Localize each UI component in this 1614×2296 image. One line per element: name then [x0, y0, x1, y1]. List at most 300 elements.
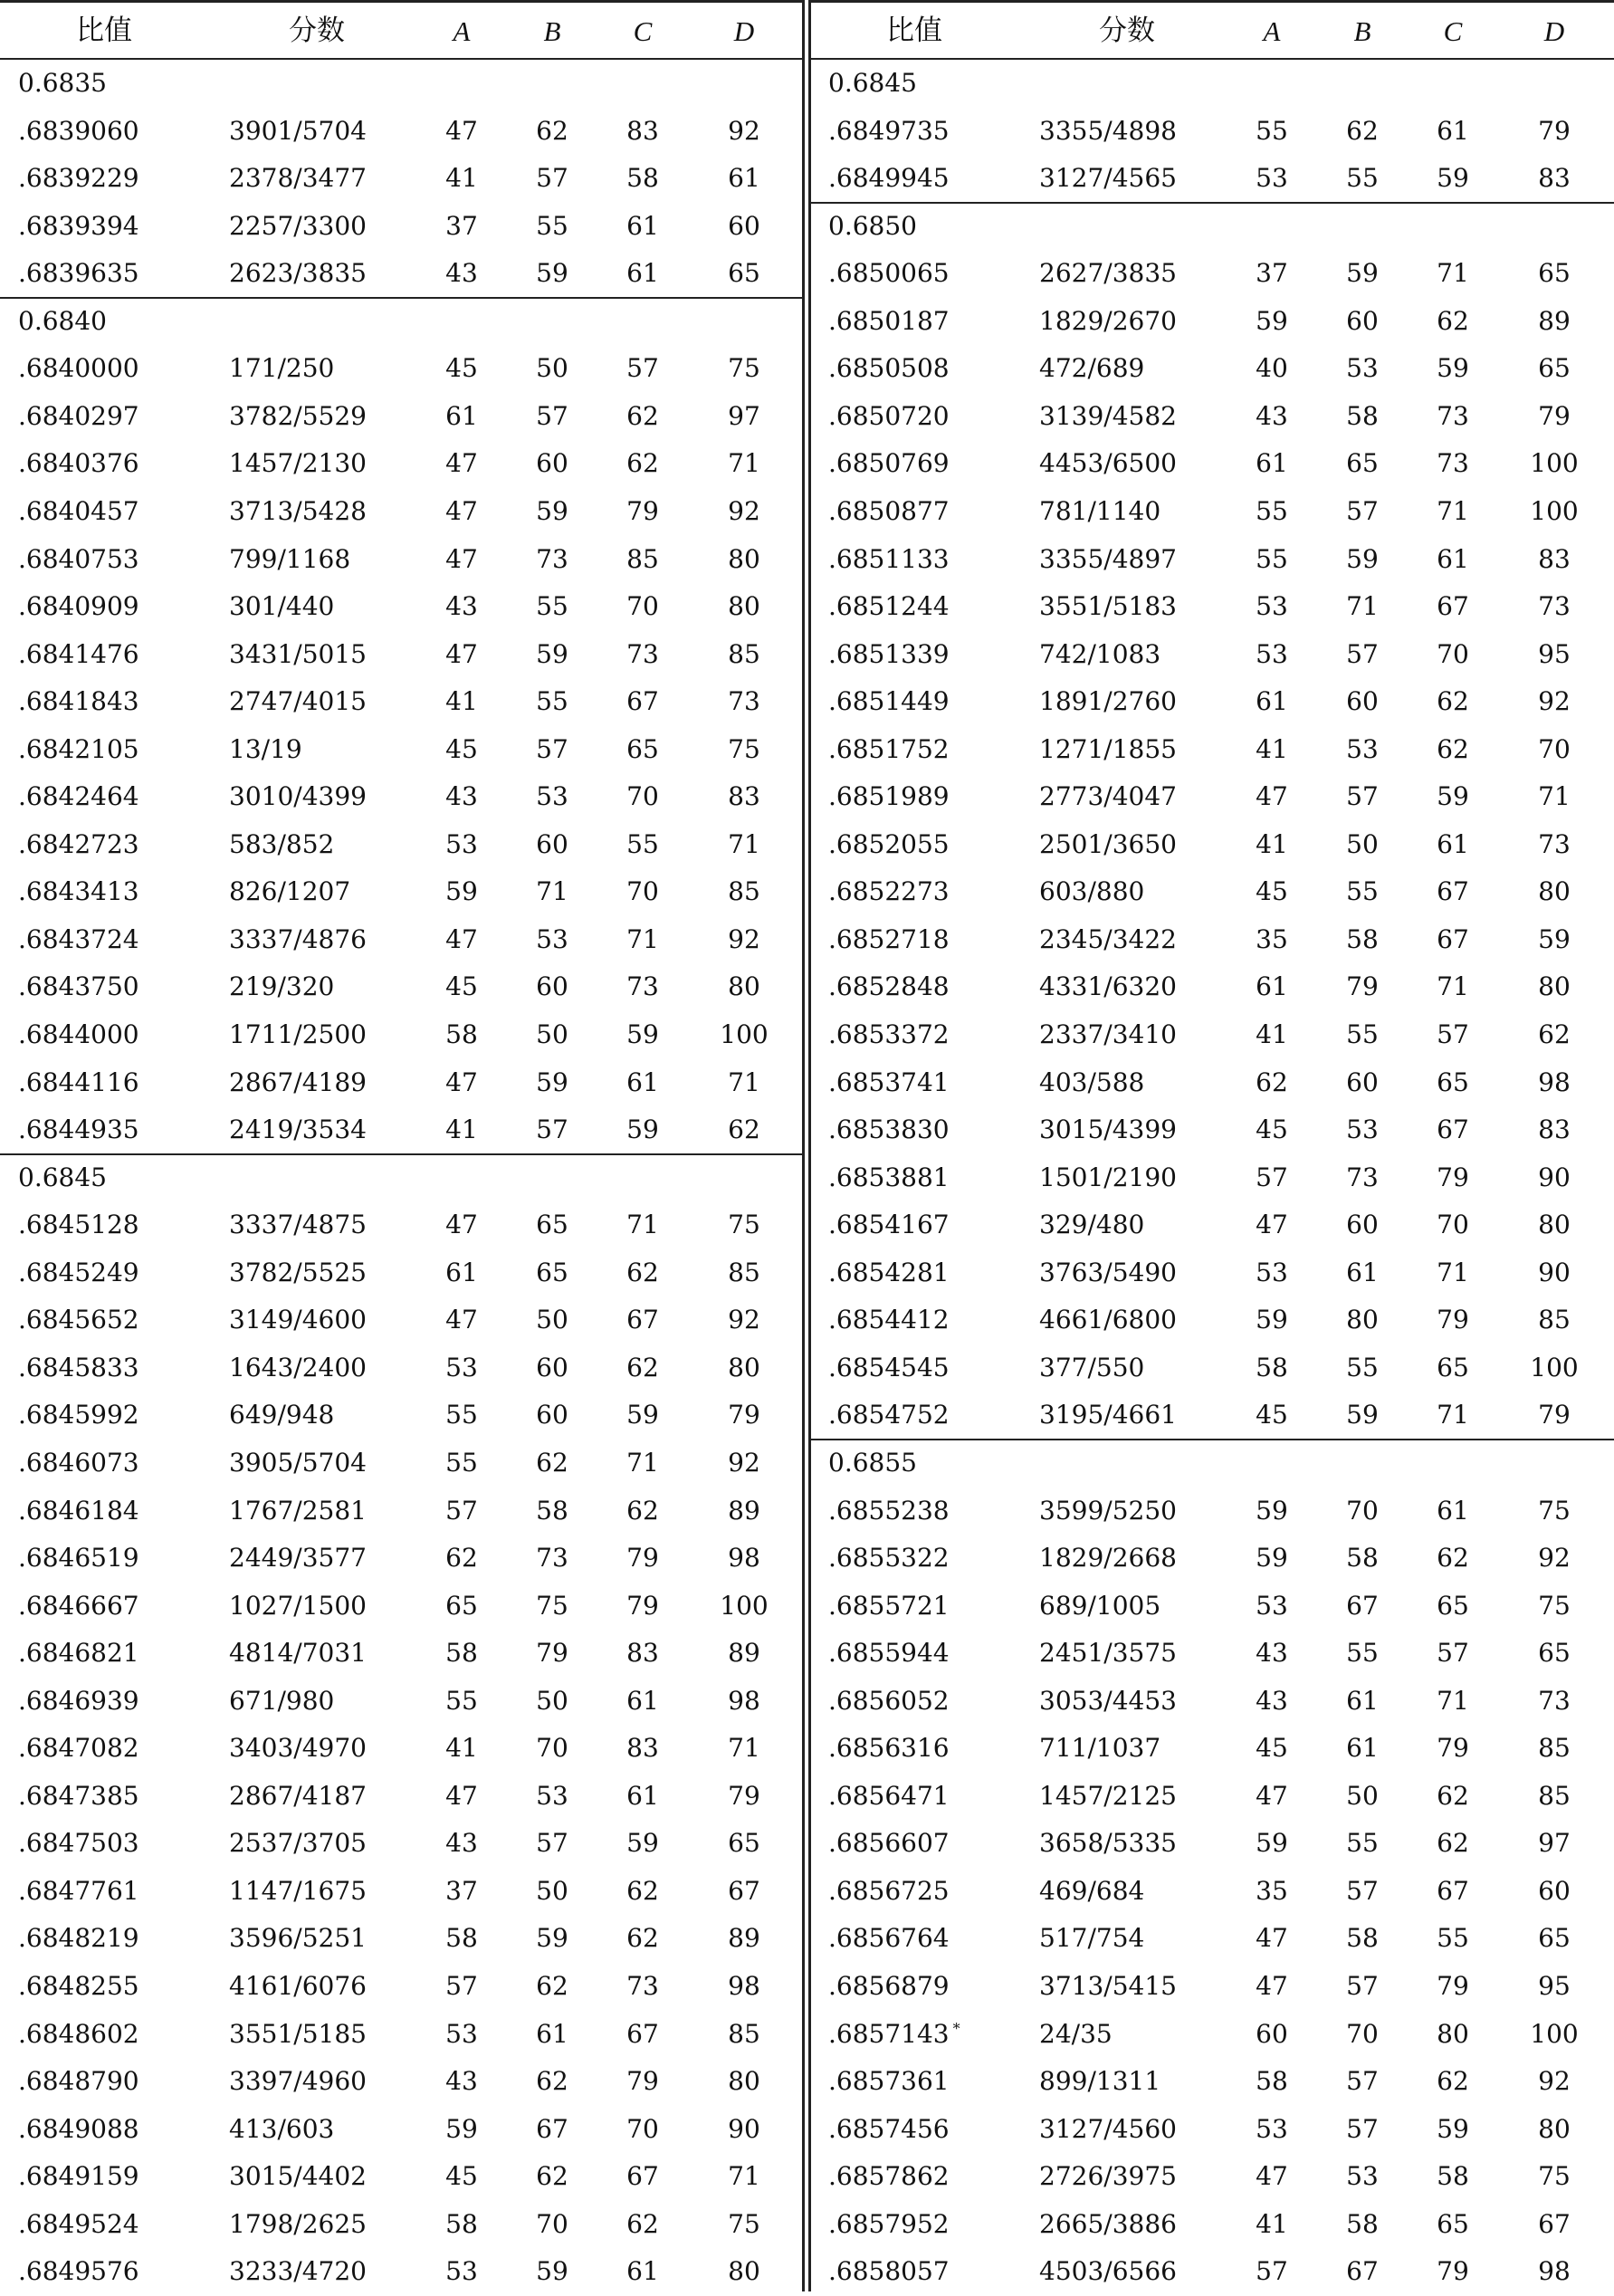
ratio-cell	[828, 1154, 950, 1202]
ratio-cell-text: .6845833	[18, 1352, 139, 1382]
ratio-cell	[828, 1059, 950, 1107]
a-cell-text: 47	[445, 1780, 478, 1811]
a-cell-text: 45	[445, 971, 478, 1002]
d-cell-text: 80	[1538, 876, 1571, 907]
ratio-cell-text: .6848790	[18, 2066, 139, 2097]
ratio-cell	[828, 1915, 950, 1963]
table-row	[810, 298, 1614, 346]
table-row	[810, 583, 1614, 631]
c-cell	[1417, 1915, 1489, 1963]
fraction-cell-text: 603/880	[1039, 876, 1145, 907]
fraction-cell	[1039, 250, 1177, 298]
ratio-cell	[828, 821, 950, 869]
c-cell-text: 62	[626, 1875, 659, 1906]
ratio-cell	[828, 2248, 950, 2296]
d-cell	[1512, 2201, 1597, 2249]
b-cell	[1326, 108, 1399, 156]
d-cell-text: 98	[1538, 1067, 1571, 1097]
d-cell-text: 75	[728, 1210, 760, 1240]
a-cell-text: 35	[1256, 1875, 1288, 1906]
b-cell-text: 65	[536, 1210, 568, 1240]
c-cell-text: 79	[1437, 1305, 1469, 1335]
b-cell	[516, 2201, 588, 2249]
b-cell-text: 59	[536, 495, 568, 526]
c-cell-text: 62	[626, 2208, 659, 2239]
c-cell-text: 71	[1437, 1400, 1469, 1430]
d-cell	[702, 2248, 787, 2296]
fraction-cell	[229, 393, 367, 441]
d-cell	[702, 1868, 787, 1916]
b-cell	[1326, 631, 1399, 679]
group-heading: 0.6850	[828, 210, 917, 241]
a-cell	[1236, 583, 1308, 631]
a-cell-text: 41	[445, 1733, 478, 1764]
b-cell	[516, 1059, 588, 1107]
fraction-cell-text: 2378/3477	[229, 163, 367, 194]
d-cell	[1512, 1488, 1597, 1535]
b-cell-text: 79	[536, 1638, 568, 1669]
b-cell	[516, 1488, 588, 1535]
ratio-cell	[828, 250, 950, 298]
c-cell	[1417, 155, 1489, 203]
ratio-cell	[828, 1963, 950, 2011]
ratio-cell-text: .6840909	[18, 591, 139, 622]
a-cell	[1236, 916, 1308, 964]
group-heading: 0.6845	[828, 68, 917, 98]
d-cell-text: 98	[1538, 2256, 1571, 2287]
d-cell	[702, 1059, 787, 1107]
ratio-cell	[18, 203, 139, 251]
a-cell-text: 58	[445, 1019, 478, 1049]
fraction-cell	[1039, 1678, 1177, 1726]
b-cell	[1326, 440, 1399, 488]
d-cell	[702, 1344, 787, 1392]
a-cell	[425, 1963, 498, 2011]
a-cell	[425, 1296, 498, 1344]
d-cell	[702, 440, 787, 488]
d-cell-text: 70	[1538, 733, 1571, 764]
fraction-cell	[1039, 2011, 1113, 2059]
header-d: D	[1543, 15, 1565, 47]
ratio-cell	[18, 1725, 139, 1773]
b-cell	[516, 1868, 588, 1916]
a-cell-text: 57	[1256, 2256, 1288, 2287]
c-cell-text: 65	[626, 733, 659, 764]
ratio-cell-text: .6844000	[18, 1019, 139, 1049]
header-ratio: 比值	[76, 14, 132, 47]
fraction-cell-text: 2773/4047	[1039, 781, 1177, 812]
c-cell-text: 59	[626, 1828, 659, 1859]
ratio-cell	[828, 583, 950, 631]
a-cell	[1236, 1344, 1308, 1392]
a-cell-text: 62	[1256, 1067, 1288, 1097]
footnote-mark: *	[952, 2019, 960, 2037]
d-cell-text: 73	[728, 686, 760, 717]
d-cell-text: 95	[1538, 1971, 1571, 2001]
b-cell	[516, 1535, 588, 1583]
ratio-cell-text: .6849159	[18, 2161, 139, 2192]
a-cell	[425, 631, 498, 679]
ratio-cell	[18, 536, 139, 584]
c-cell-text: 67	[1437, 591, 1469, 622]
c-cell	[1417, 2106, 1489, 2154]
d-cell	[1512, 2011, 1597, 2059]
table-row	[0, 1773, 804, 1821]
b-cell-text: 57	[1346, 638, 1379, 669]
b-cell	[1326, 1106, 1399, 1154]
c-cell-text: 62	[1437, 1543, 1469, 1574]
ratio-cell	[18, 868, 139, 916]
a-cell	[425, 2201, 498, 2249]
b-cell	[516, 1392, 588, 1440]
fraction-cell	[1039, 868, 1144, 916]
a-cell	[1236, 773, 1308, 821]
d-cell	[702, 1630, 787, 1678]
d-cell-text: 92	[1538, 2066, 1571, 2097]
ratio-cell-text: .6846821	[18, 1638, 139, 1669]
d-cell-text: 60	[728, 210, 760, 241]
fraction-cell	[1039, 631, 1160, 679]
c-cell	[606, 2058, 679, 2106]
d-cell-text: 65	[1538, 1638, 1571, 1669]
header-fraction: 分数	[289, 14, 345, 47]
fraction-cell-text: 3397/4960	[229, 2066, 367, 2097]
ratio-cell	[18, 440, 139, 488]
b-cell-text: 67	[1346, 2256, 1379, 2287]
c-cell-text: 70	[626, 876, 659, 907]
b-cell-text: 59	[536, 638, 568, 669]
b-cell	[1326, 583, 1399, 631]
a-cell-text: 61	[1256, 448, 1288, 479]
fraction-cell-text: 3599/5250	[1039, 1495, 1177, 1526]
fraction-cell	[229, 1106, 367, 1154]
ratio-cell-text: .6851244	[828, 591, 950, 622]
c-cell	[1417, 1392, 1489, 1440]
a-cell-text: 62	[445, 1543, 478, 1574]
b-cell-text: 62	[536, 1971, 568, 2001]
a-cell-text: 43	[445, 1828, 478, 1859]
fraction-cell-text: 3782/5525	[229, 1257, 367, 1287]
ratio-cell-text: .6847082	[18, 1733, 139, 1764]
b-cell	[516, 1583, 588, 1631]
a-cell-text: 47	[445, 1305, 478, 1335]
ratio-cell	[828, 773, 950, 821]
d-cell	[1512, 345, 1597, 393]
d-cell	[1512, 1678, 1597, 1726]
fraction-cell	[229, 1296, 367, 1344]
a-cell-text: 47	[445, 448, 478, 479]
fraction-cell-text: 826/1207	[229, 876, 351, 907]
a-cell-text: 47	[1256, 781, 1288, 812]
d-cell-text: 80	[728, 2066, 760, 2097]
table-row	[0, 488, 804, 536]
left-table	[0, 0, 804, 2291]
ratio-cell-text: .6841843	[18, 686, 139, 717]
table-row	[0, 821, 804, 869]
a-cell	[1236, 1249, 1308, 1297]
fraction-cell	[229, 155, 367, 203]
a-cell-text: 60	[1256, 2018, 1288, 2049]
d-cell	[702, 345, 787, 393]
ratio-cell	[18, 108, 139, 156]
ratio-cell	[828, 678, 950, 726]
a-cell	[1236, 678, 1308, 726]
ratio-cell-text: .6857952	[828, 2208, 950, 2239]
table-row	[810, 1678, 1614, 1726]
a-cell	[425, 250, 498, 298]
d-cell-text: 71	[728, 2161, 760, 2192]
ratio-cell-text: .6849945	[828, 163, 950, 194]
fraction-cell-text: 2537/3705	[229, 1828, 367, 1859]
b-cell	[1326, 1344, 1399, 1392]
b-cell-text: 55	[1346, 1019, 1379, 1049]
ratio-cell	[18, 2201, 139, 2249]
fraction-cell-text: 219/320	[229, 971, 335, 1002]
b-cell	[516, 488, 588, 536]
ratio-cell-text: .6856316	[828, 1733, 950, 1764]
ratio-cell-text: .6847761	[18, 1875, 139, 1906]
a-cell	[425, 868, 498, 916]
ratio-cell-text: .6856879	[828, 1971, 950, 2001]
d-cell	[1512, 488, 1597, 536]
b-cell-text: 62	[536, 1447, 568, 1478]
ratio-cell	[828, 536, 950, 584]
c-cell	[1417, 1011, 1489, 1059]
c-cell	[1417, 1583, 1489, 1631]
a-cell-text: 43	[1256, 1685, 1288, 1716]
a-cell	[1236, 1820, 1308, 1868]
ratio-cell-text: .6846073	[18, 1447, 139, 1478]
b-cell-text: 61	[1346, 1733, 1379, 1764]
fraction-cell-text: 3233/4720	[229, 2256, 367, 2287]
c-cell	[606, 1535, 679, 1583]
b-cell-text: 53	[1346, 1115, 1379, 1145]
c-cell	[606, 1963, 679, 2011]
b-cell	[516, 631, 588, 679]
d-cell-text: 67	[728, 1875, 760, 1906]
table-row	[810, 726, 1614, 774]
fraction-cell-text: 689/1005	[1039, 1590, 1161, 1621]
b-cell	[1326, 2058, 1399, 2106]
table-row	[0, 440, 804, 488]
fraction-cell	[1039, 1868, 1144, 1916]
ratio-cell-text: .6856471	[828, 1780, 950, 1811]
fraction-cell	[1039, 1392, 1177, 1440]
fraction-cell-text: 3763/5490	[1039, 1257, 1177, 1287]
a-cell-text: 47	[1256, 1210, 1288, 1240]
b-cell-text: 53	[1346, 353, 1379, 384]
b-cell	[1326, 2011, 1399, 2059]
table-row	[0, 916, 804, 964]
table-row	[0, 1249, 804, 1297]
a-cell	[1236, 345, 1308, 393]
fraction-cell-text: 742/1083	[1039, 638, 1161, 669]
ratio-cell-text: .6850187	[828, 305, 950, 336]
ratio-cell-text: .6839394	[18, 210, 139, 241]
table-row	[810, 1154, 1614, 1202]
fraction-cell-text: 3551/5183	[1039, 591, 1177, 622]
b-cell	[1326, 1296, 1399, 1344]
ratio-cell	[18, 773, 139, 821]
b-cell-text: 59	[1346, 1400, 1379, 1430]
a-cell	[425, 108, 498, 156]
d-cell-text: 71	[1538, 781, 1571, 812]
ratio-cell-text: .6846184	[18, 1495, 139, 1526]
c-cell-text: 79	[626, 495, 659, 526]
a-cell	[1236, 2248, 1308, 2296]
ratio-cell	[18, 1059, 139, 1107]
ratio-cell	[828, 108, 950, 156]
b-cell-text: 57	[536, 400, 568, 431]
ratio-cell-text: .6857862	[828, 2161, 950, 2192]
fraction-cell	[229, 678, 367, 726]
ratio-cell-text: .6843413	[18, 876, 139, 907]
d-cell-text: 75	[1538, 2161, 1571, 2192]
d-cell-text: 80	[728, 591, 760, 622]
ratio-cell-text: .6845992	[18, 1400, 139, 1430]
a-cell	[425, 1201, 498, 1249]
c-cell-text: 65	[1437, 1590, 1469, 1621]
d-cell-text: 80	[1538, 2113, 1571, 2144]
table-row	[810, 488, 1614, 536]
ratio-cell	[18, 2153, 139, 2201]
b-cell-text: 50	[536, 1685, 568, 1716]
d-cell	[702, 1915, 787, 1963]
fraction-cell-text: 2257/3300	[229, 210, 367, 241]
fraction-cell-text: 4161/6076	[229, 1971, 367, 2001]
fraction-cell-text: 1027/1500	[229, 1590, 367, 1621]
a-cell-text: 47	[1256, 1923, 1288, 1954]
d-cell	[1512, 2248, 1597, 2296]
d-cell	[1512, 440, 1597, 488]
fraction-cell	[1039, 2106, 1177, 2154]
d-cell-text: 79	[1538, 1400, 1571, 1430]
table-row	[0, 203, 804, 251]
ratio-cell-text: .6853830	[828, 1115, 950, 1145]
a-cell-text: 57	[445, 1495, 478, 1526]
c-cell	[1417, 393, 1489, 441]
b-cell	[1326, 821, 1399, 869]
a-cell	[425, 1106, 498, 1154]
b-cell-text: 53	[536, 923, 568, 954]
ratio-cell	[828, 2058, 950, 2106]
c-cell	[606, 2153, 679, 2201]
d-cell-text: 83	[1538, 543, 1571, 574]
a-cell	[1236, 1868, 1308, 1916]
fraction-cell-text: 4814/7031	[229, 1638, 367, 1669]
a-cell	[425, 2153, 498, 2201]
c-cell-text: 83	[626, 1733, 659, 1764]
a-cell-text: 53	[1256, 591, 1288, 622]
ratio-cell	[18, 2106, 139, 2154]
c-cell	[606, 108, 679, 156]
c-cell-text: 67	[1437, 1875, 1469, 1906]
a-cell-text: 47	[1256, 1780, 1288, 1811]
b-cell-text: 62	[536, 2066, 568, 2097]
table-row	[810, 393, 1614, 441]
a-cell-text: 57	[1256, 1162, 1288, 1192]
c-cell	[1417, 1868, 1489, 1916]
b-cell	[1326, 488, 1399, 536]
c-cell-text: 59	[1437, 2113, 1469, 2144]
ratio-cell	[18, 1678, 139, 1726]
a-cell	[425, 1773, 498, 1821]
b-cell-text: 80	[1346, 1305, 1379, 1335]
group-heading: 0.6855	[828, 1447, 917, 1478]
ratio-cell-text: .6857361	[828, 2066, 950, 2097]
b-cell-text: 60	[536, 1352, 568, 1382]
b-cell	[516, 1773, 588, 1821]
c-cell-text: 71	[626, 1447, 659, 1478]
a-cell-text: 61	[1256, 971, 1288, 1002]
c-cell	[1417, 678, 1489, 726]
a-cell-text: 35	[1256, 923, 1288, 954]
group-heading-row	[810, 60, 1614, 108]
fraction-cell-text: 1147/1675	[229, 1875, 367, 1906]
b-cell-text: 62	[1346, 115, 1379, 146]
a-cell	[1236, 1392, 1308, 1440]
ratio-cell-text: .6857456	[828, 2113, 950, 2144]
ratio-cell	[18, 2011, 139, 2059]
fraction-cell	[1039, 916, 1177, 964]
d-cell	[1512, 1392, 1597, 1440]
c-cell	[1417, 298, 1489, 346]
a-cell-text: 41	[445, 163, 478, 194]
ratio-cell	[828, 1249, 950, 1297]
table-row	[810, 631, 1614, 679]
b-cell-text: 65	[1346, 448, 1379, 479]
a-cell	[425, 583, 498, 631]
table-row	[0, 1535, 804, 1583]
b-cell-text: 60	[1346, 1067, 1379, 1097]
d-cell	[1512, 1583, 1597, 1631]
table-row	[810, 963, 1614, 1011]
fraction-cell	[229, 1488, 367, 1535]
fraction-cell-text: 1829/2670	[1039, 305, 1177, 336]
ratio-cell-text: .6854167	[828, 1210, 950, 1240]
c-cell	[1417, 1678, 1489, 1726]
c-cell	[1417, 773, 1489, 821]
ratio-cell	[18, 1915, 139, 1963]
b-cell-text: 61	[1346, 1685, 1379, 1716]
c-cell-text: 61	[626, 1067, 659, 1097]
b-cell-text: 79	[1346, 971, 1379, 1002]
d-cell	[1512, 536, 1597, 584]
a-cell-text: 55	[445, 1400, 478, 1430]
c-cell	[1417, 963, 1489, 1011]
b-cell	[516, 916, 588, 964]
a-cell	[1236, 2201, 1308, 2249]
b-cell-text: 57	[1346, 781, 1379, 812]
a-cell-text: 45	[445, 2161, 478, 2192]
c-cell	[606, 1725, 679, 1773]
table-row	[0, 1963, 804, 2011]
b-cell-text: 71	[1346, 591, 1379, 622]
a-cell-text: 45	[1256, 1400, 1288, 1430]
b-cell-text: 59	[536, 2256, 568, 2287]
a-cell	[1236, 1154, 1308, 1202]
d-cell	[702, 2106, 787, 2154]
a-cell-text: 47	[445, 115, 478, 146]
c-cell	[606, 393, 679, 441]
fraction-cell	[229, 916, 367, 964]
ratio-cell-text: .6849576	[18, 2256, 139, 2287]
b-cell	[516, 1963, 588, 2011]
a-cell	[425, 1488, 498, 1535]
d-cell-text: 71	[728, 828, 760, 859]
ratio-cell-text: .6850769	[828, 448, 950, 479]
d-cell-text: 83	[1538, 163, 1571, 194]
